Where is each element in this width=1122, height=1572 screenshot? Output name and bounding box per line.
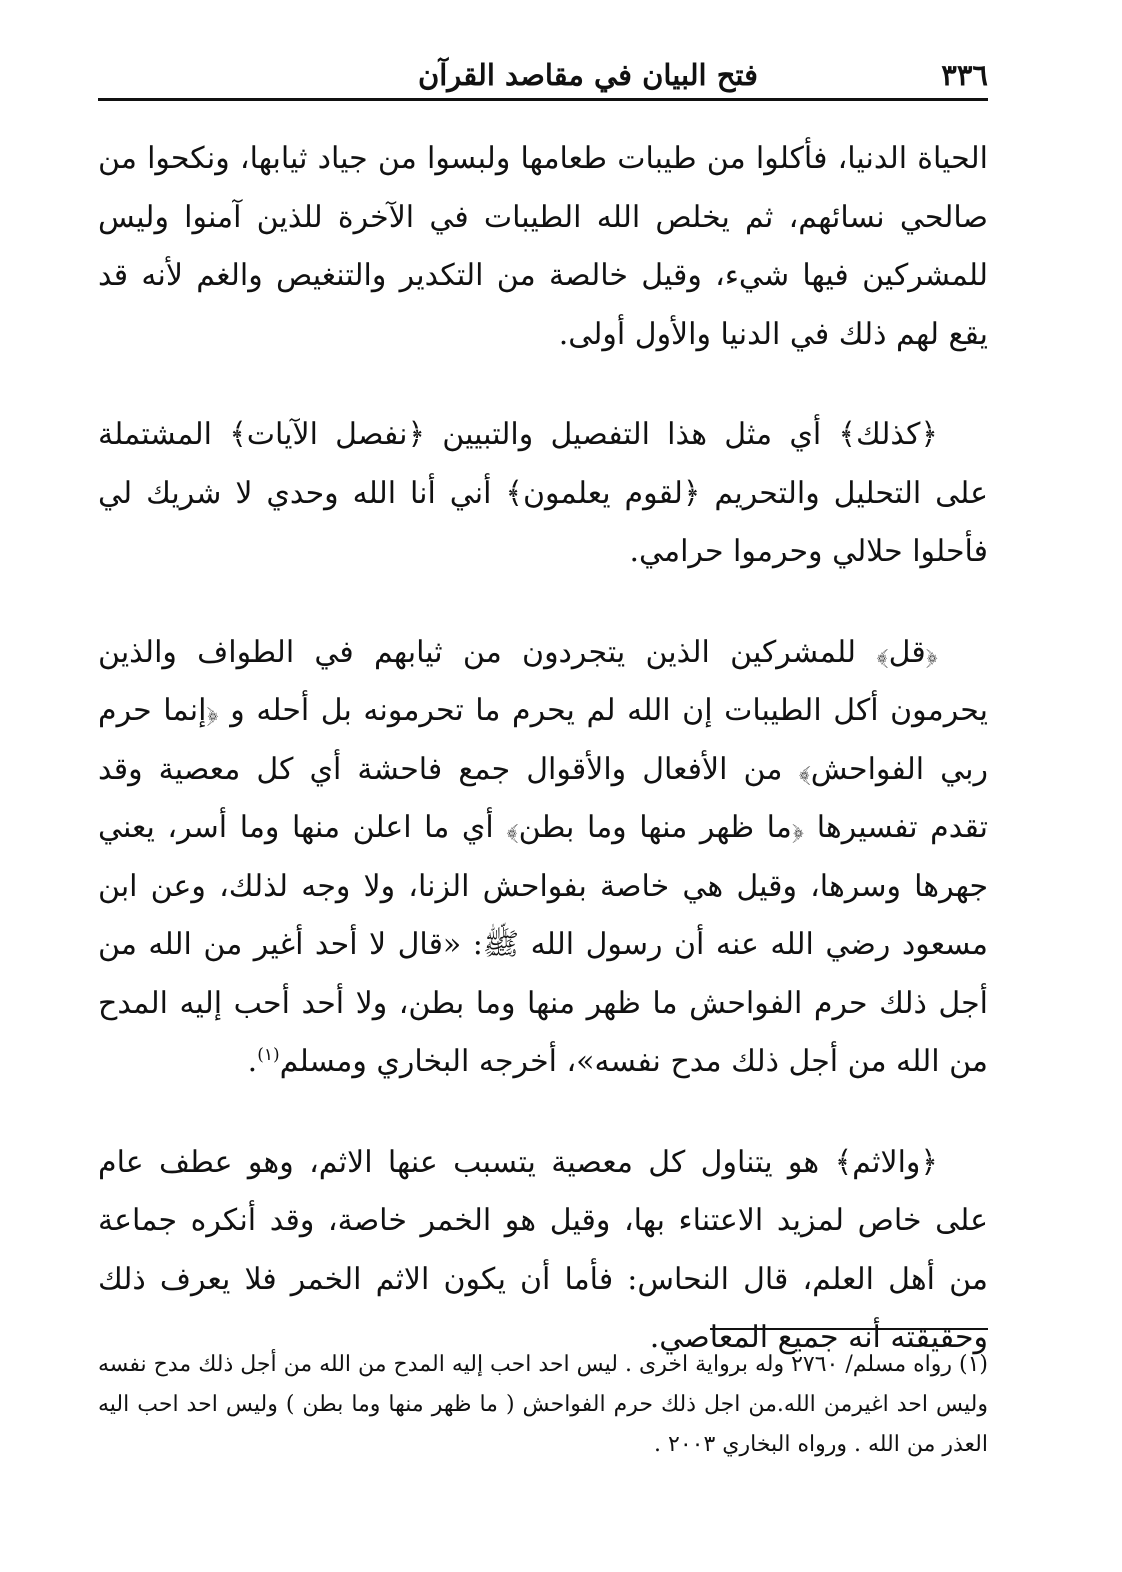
paragraph-4: ﴿والاثم﴾ هو يتناول كل معصية يتسبب عنها الاثم، وهو عطف عام على خاص لمزيد الاعتناء بها، وقيل هو الخمر خاصة، وقد أنكره جماعة من أهل العلم، قال النحاس: فأما أن يكون الاثم الخمر فلا يعرف ذلك وحقيقته أنه جميع المعاصي. bbox=[98, 1144, 988, 1355]
book-title: فتح البيان في مقاصد القرآن bbox=[417, 58, 759, 92]
paragraph-2: ﴿كذلك﴾ أي مثل هذا التفصيل والتبيين ﴿نفصل الآيات﴾ المشتملة على التحليل والتحريم ﴿لقوم يعلمون﴾ أني أنا الله وحدي لا شريك لي فأحلوا حلالي وحرموا حرامي. bbox=[98, 417, 988, 569]
main-text bbox=[98, 130, 988, 1368]
running-header bbox=[98, 54, 988, 101]
footnote-separator bbox=[710, 1328, 988, 1330]
footnote-reference: (١) bbox=[257, 1045, 280, 1065]
footnote: (١) رواه مسلم/ ٢٧٦٠ وله برواية اخرى . ليس احد احب إليه المدح من الله من أجل ذلك مدح نفسه وليس احد اغيرمن الله.من اجل ذلك حرم الفواحش ( ما ظهر منها وما بطن ) وليس احد احب اليه العذر من الله . ورواه البخاري ٢٠٠٣ . bbox=[98, 1352, 988, 1457]
paragraph-3-text: ﴿قل﴾ للمشركين الذين يتجردون من ثيابهم في الطواف والذين يحرمون أكل الطيبات إن الله لم يحرم ما تحرمونه بل أحله و ﴿إنما حرم ربي الفواحش﴾ من الأفعال والأقوال جمع فاحشة أي كل معصية وقد تقدم تفسيرها ﴿ما ظهر منها وما بطن﴾ أي ما اعلن منها وما أسر، يعني جهرها وسرها، وقيل هي خاصة بفواحش الزنا، ولا وجه لذلك، وعن ابن مسعود رضي الله عنه أن رسول الله ﷺ: «قال لا أحد أغير من الله من أجل ذلك حرم الفواحش ما ظهر منها وما بطن، ولا أحد أحب إليه المدح من الله من أجل ذلك مدح نفسه»، أخرجه البخاري ومسلم bbox=[98, 634, 989, 1079]
paragraph-3 bbox=[98, 624, 988, 1092]
page-number: ٣٣٦ bbox=[941, 58, 988, 92]
paragraph-3-end: . bbox=[247, 1044, 258, 1079]
paragraph-1: الحياة الدنيا، فأكلوا من طيبات طعامها ولبسوا من جياد ثيابها، ونكحوا من صالحي نسائهم، ثم يخلص الله الطيبات في الآخرة للذين آمنوا وليس للمشركين فيها شيء، وقيل خالصة من التكدير والتنغيص والغم لأنه قد يقع لهم ذلك في الدنيا والأول أولى. bbox=[98, 141, 988, 352]
